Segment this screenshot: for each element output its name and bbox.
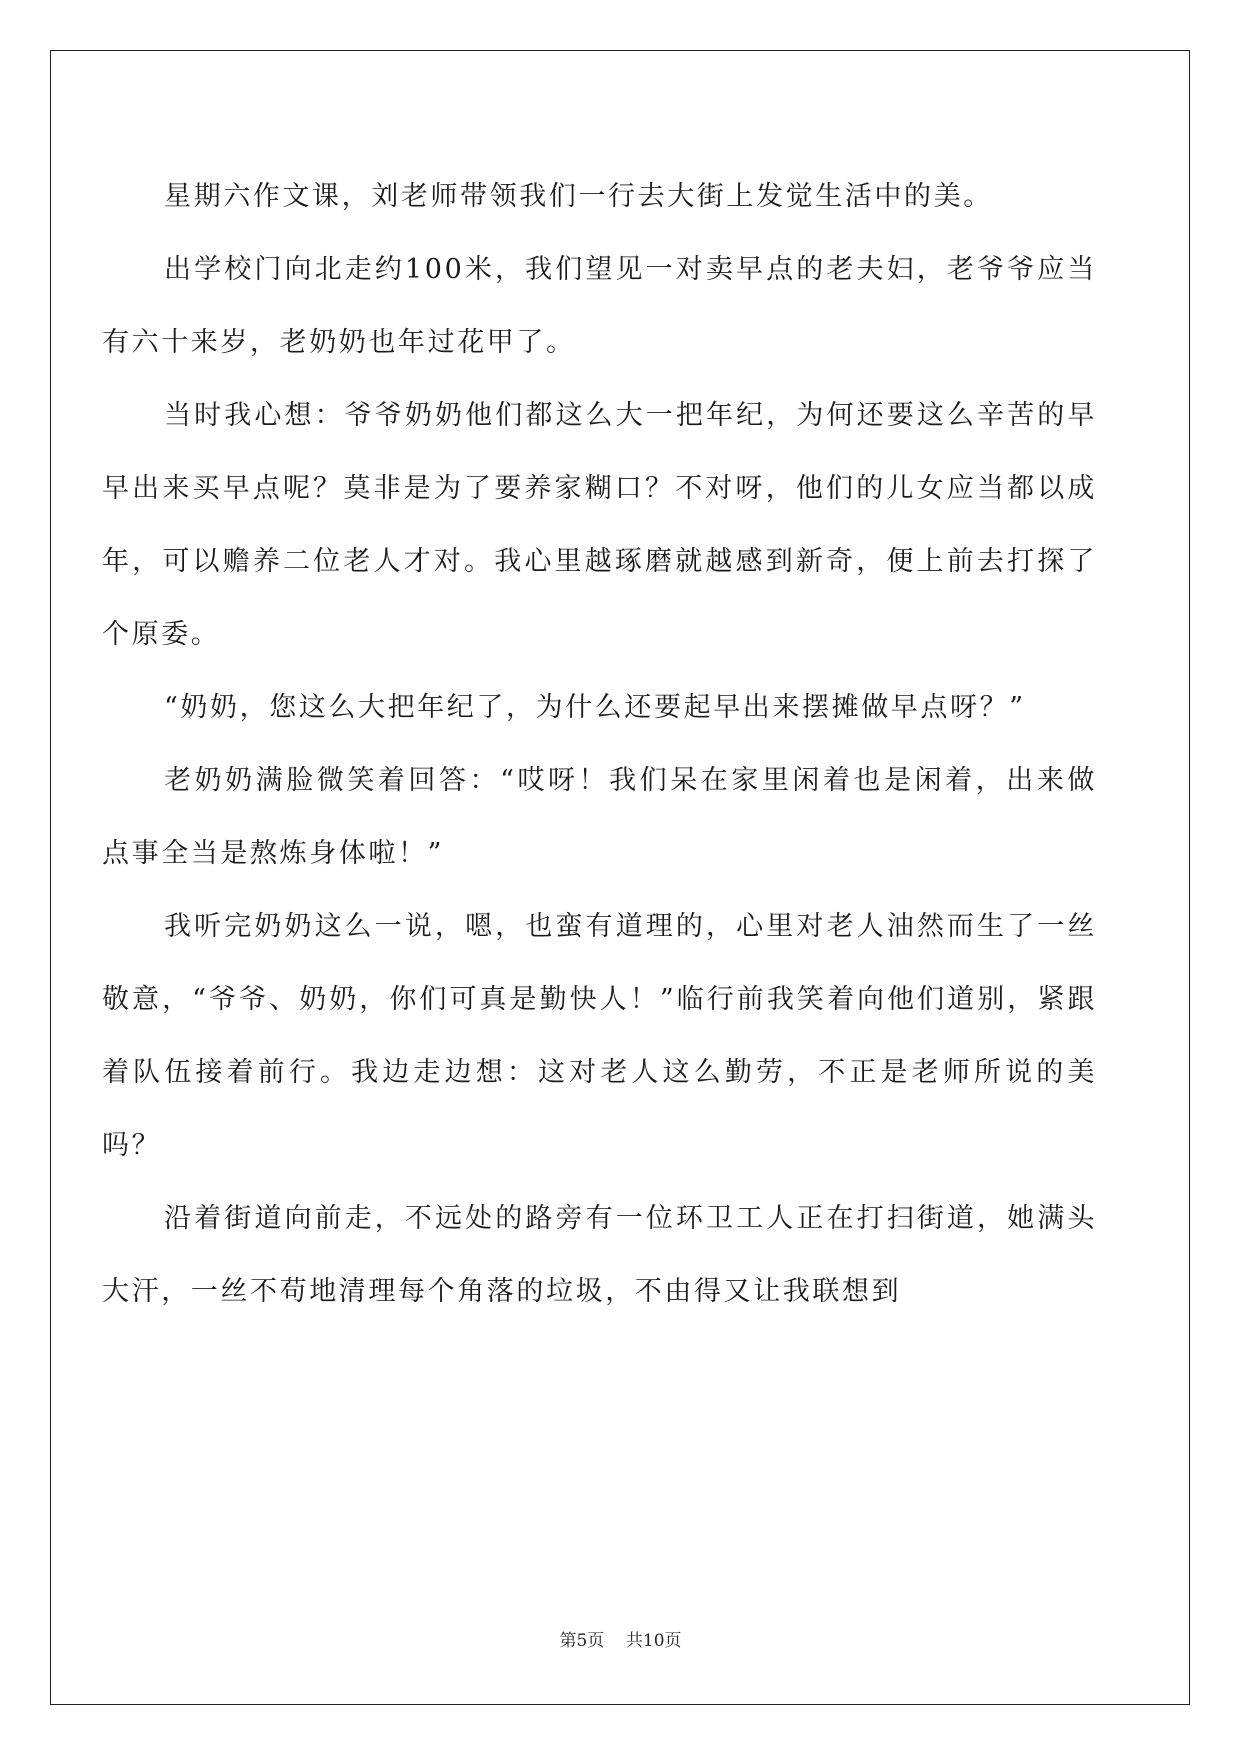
paragraph-1: 星期六作文课，刘老师带领我们一行去大街上发觉生活中的美。 xyxy=(164,181,993,212)
total-pages: 共10页 xyxy=(625,1631,682,1651)
page-number: 第5页 xyxy=(559,1631,605,1651)
paragraph-7: 沿着街道向前走，不远处的路旁有一位环卫工人正在打扫街道，她满头大汗，一丝不苟地清理每个角落的垃圾，不由得又让我联想到 xyxy=(102,1203,1097,1307)
paragraph-4: “奶奶，您这么大把年纪了，为什么还要起早出来摆摊做早点呀？” xyxy=(164,692,1026,723)
paragraph-3: 当时我心想：爷爷奶奶他们都这么大一把年纪，为何还要这么辛苦的早早出来买早点呢？莫非是为了要养家糊口？不对呀，他们的儿女应当都以成年，可以赡养二位老人才对。我心里越琢磨就越感到新奇，便上前去打探了个原委。 xyxy=(102,400,1097,650)
page-footer xyxy=(0,1630,1241,1652)
paragraph-2: 出学校门向北走约100米，我们望见一对卖早点的老夫妇，老爷爷应当有六十来岁，老奶奶也年过花甲了。 xyxy=(102,254,1097,358)
paragraph-5: 老奶奶满脸微笑着回答：“哎呀！我们呆在家里闲着也是闲着，出来做点事全当是熬炼身体啦！” xyxy=(102,765,1097,869)
paragraph-6: 我听完奶奶这么一说，嗯，也蛮有道理的，心里对老人油然而生了一丝敬意，“爷爷、奶奶，你们可真是勤快人！”临行前我笑着向他们道别，紧跟着队伍接着前行。我边走边想：这对老人这么勤劳，不正是老师所说的美吗？ xyxy=(102,911,1097,1161)
document-body xyxy=(102,160,1097,1328)
